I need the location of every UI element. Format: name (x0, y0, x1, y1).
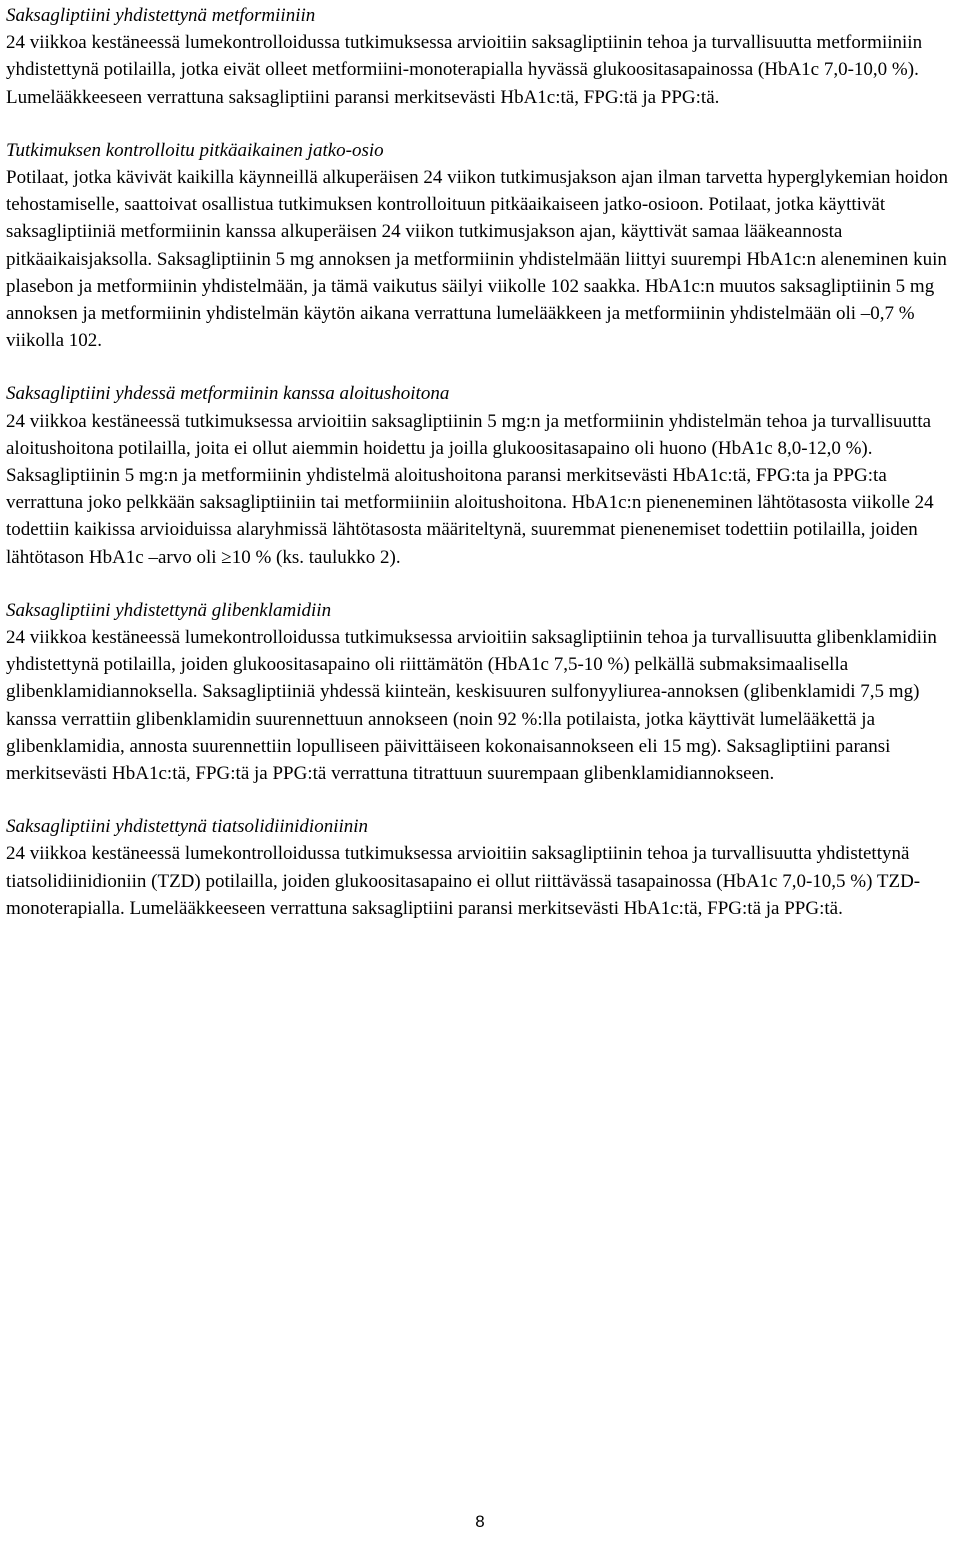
section-paragraph: 24 viikkoa kestäneessä lumekontrolloidussa tutkimuksessa arvioitiin saksagliptiinin tehoa ja turvallisuutta metformiiniin yhdistettynä potilailla, jotka eivät olleet metformiini-monoterapialla hyvässä glukoositasapainossa (HbA1c 7,0-10,0 %). Lumelääkkeeseen verrattuna saksagliptiini paransi merkitsevästi HbA1c:tä, FPG:tä ja PPG:tä. (6, 32, 923, 108)
section-glibenclamide-combination (6, 597, 958, 787)
section-initial-therapy (6, 380, 958, 570)
section-heading: Saksagliptiini yhdistettynä tiatsolidiinidioniinin (6, 816, 369, 838)
section-tzd-combination (6, 813, 958, 922)
section-heading: Saksagliptiini yhdessä metformiinin kanssa aloitushoitona (6, 383, 450, 405)
section-paragraph: 24 viikkoa kestäneessä lumekontrolloidussa tutkimuksessa arvioitiin saksagliptiinin tehoa ja turvallisuutta yhdistettynä tiatsolidiinidioniin (TZD) potilailla, joiden glukoositasapaino ei ollut riittävässä tasapainossa (HbA1c 7,0-10,5 %) TZD-monoterapialla. Lumelääkkeeseen verrattuna saksagliptiini paransi merkitsevästi HbA1c:tä, FPG:tä ja PPG:tä. (6, 843, 921, 919)
section-metformin-combination (6, 2, 958, 111)
page-number: 8 (475, 1512, 485, 1531)
document-body (6, 2, 958, 948)
section-heading: Saksagliptiini yhdistettynä metformiiniin (6, 5, 316, 26)
section-heading: Saksagliptiini yhdistettynä glibenklamidiin (6, 599, 332, 621)
section-heading: Tutkimuksen kontrolloitu pitkäaikainen jatko-osio (6, 139, 384, 161)
section-paragraph: Potilaat, jotka kävivät kaikilla käynneillä alkuperäisen 24 viikon tutkimusjakson ajan ilman tarvetta hyperglykemian hoidon tehostamiselle, saattoivat osallistua tutkimuksen kontrolloituun pitkäaikaiseen jatko-osioon. Potilaat, jotka käyttivät saksagliptiiniä metformiinin kanssa alkuperäisen 24 viikon tutkimusjakson ajan, käyttivät samaa lääkeannosta pitkäaikaisjaksolla. Saksagliptiinin 5 mg annoksen ja metformiinin yhdistelmään liittyi suurempi HbA1c:n aleneminen kuin plasebon ja metformiinin yhdistelmään, ja tämä vaikutus säilyi viikolle 102 saakka. HbA1c:n muutos saksagliptiinin 5 mg annoksen ja metformiinin yhdistelmän käytön aikana verrattuna lumelääkkeen ja metformiinin yhdistelmään oli –0,7 % viikolla 102. (6, 167, 949, 352)
section-long-term-extension (6, 137, 958, 355)
section-paragraph: 24 viikkoa kestäneessä tutkimuksessa arvioitiin saksagliptiinin 5 mg:n ja metformiinin yhdistelmän tehoa ja turvallisuutta aloitushoitona potilailla, joita ei ollut aiemmin hoidettu ja joilla glukoositasapaino oli huono (HbA1c 8,0-12,0 %). Saksagliptiinin 5 mg:n ja metformiinin yhdistelmä aloitushoitona paransi merkitsevästi HbA1c:tä, FPG:ta ja PPG:ta verrattuna joko pelkkään saksagliptiiniin tai metformiiniin aloitushoitona. HbA1c:n pieneneminen lähtötasosta viikolle 24 todettiin kaikissa arvioiduissa alaryhmissä lähtötasosta määriteltynä, suuremmat pienenemiset todettiin potilailla, joiden lähtötason HbA1c –arvo oli ≥10 % (ks. taulukko 2). (6, 410, 934, 568)
section-paragraph: 24 viikkoa kestäneessä lumekontrolloidussa tutkimuksessa arvioitiin saksagliptiinin tehoa ja turvallisuutta glibenklamidiin yhdistettynä potilailla, joiden glukoositasapaino oli riittämätön (HbA1c 7,5-10 %) pelkällä submaksimaalisella glibenklamidiannoksella. Saksagliptiiniä yhdessä kiinteän, keskisuuren sulfonyyliurea-annoksen (glibenklamidi 7,5 mg) kanssa verrattiin glibenklamidin suurennettuun annokseen (noin 92 %:lla potilaista, jotka käyttivät lumelääkettä ja glibenklamidia, annosta suurennettiin lopulliseen päivittäiseen kokonaisannokseen eli 15 mg). Saksagliptiini paransi merkitsevästi HbA1c:tä, FPG:tä ja PPG:tä verrattuna titrattuun suurempaan glibenklamidiannokseen. (6, 627, 937, 785)
